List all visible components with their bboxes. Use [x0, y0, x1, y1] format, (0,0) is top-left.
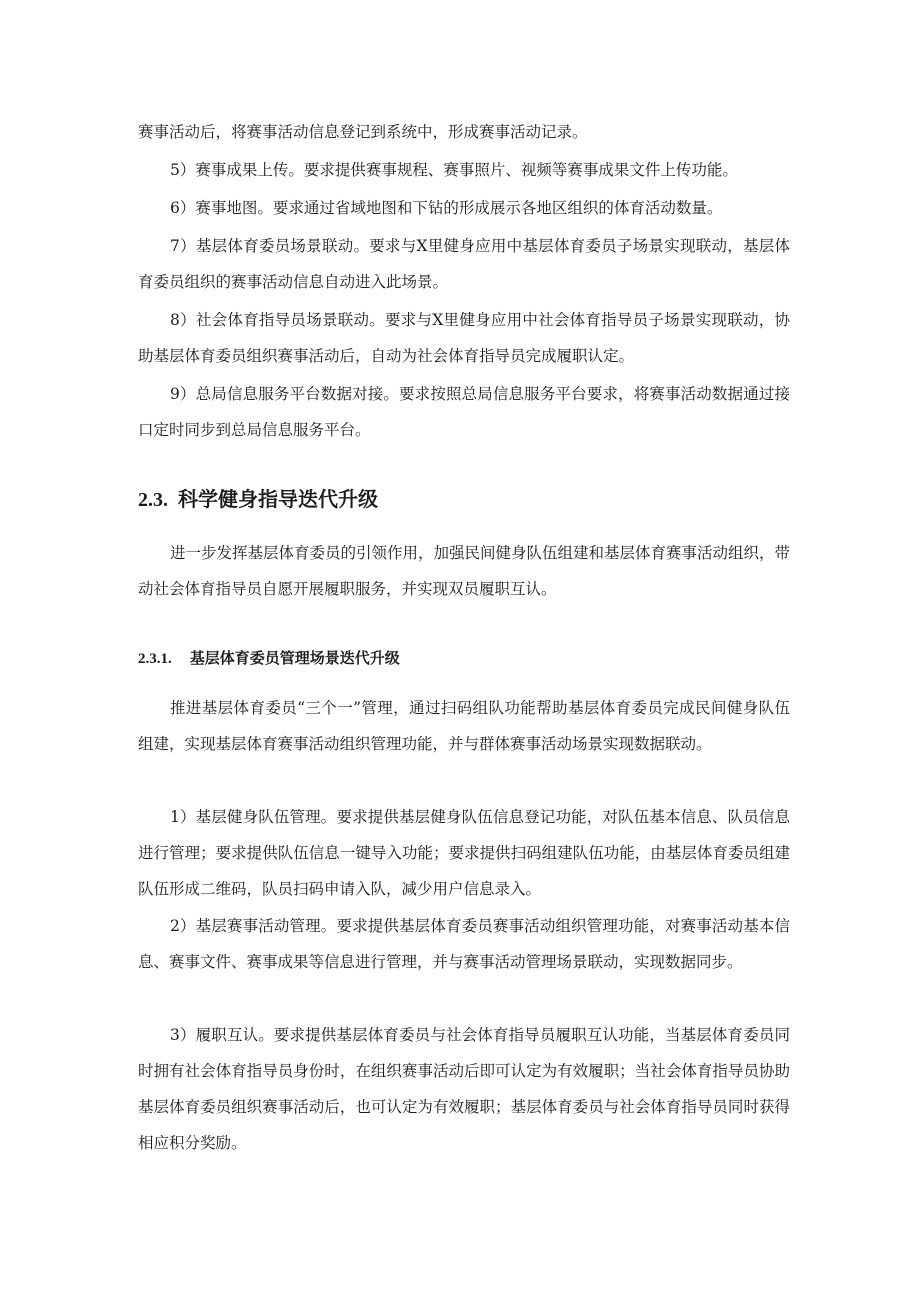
section-title: 科学健身指导迭代升级: [178, 487, 378, 511]
subsection-heading-2-3-1: [138, 645, 790, 672]
subsection-title: 基层体育委员管理场景迭代升级: [189, 649, 400, 667]
list-item-3: 3）履职互认。要求提供基层体育委员与社会体育指导员履职互认功能，当基层体育委员同时拥有社会体育指导员身份时，在组织赛事活动后即可认定为有效履职；当社会体育指导员协助基层体育委员组织赛事活动后，也可认定为有效履职；基层体育委员与社会体育指导员同时获得相应积分奖励。: [138, 1026, 790, 1152]
section-heading-2-3: [138, 484, 790, 515]
list-item-7: 7）基层体育委员场景联动。要求与X里健身应用中基层体育委员子场景实现联动，基层体育委员组织的赛事活动信息自动进入此场景。: [138, 237, 790, 291]
subsection-number: 2.3.1.: [138, 651, 172, 667]
list-item-9: 9）总局信息服务平台数据对接。要求按照总局信息服务平台要求，将赛事活动数据通过接口定时同步到总局信息服务平台。: [138, 385, 790, 439]
subsection-intro-paragraph: 推进基层体育委员“三个一”管理，通过扫码组队功能帮助基层体育委员完成民间健身队伍组建，实现基层体育赛事活动组织管理功能，并与群体赛事活动场景实现数据联动。: [138, 699, 790, 753]
section-number: 2.3.: [138, 489, 168, 511]
list-item-1: 1）基层健身队伍管理。要求提供基层健身队伍信息登记功能，对队伍基本信息、队员信息进行管理；要求提供队伍信息一键导入功能；要求提供扫码组建队伍功能，由基层体育委员组建队伍形成二维码，队员扫码申请入队，减少用户信息录入。: [138, 808, 790, 898]
paragraph-continuation: 赛事活动后，将赛事活动信息登记到系统中，形成赛事活动记录。: [138, 123, 588, 141]
list-item-8: 8）社会体育指导员场景联动。要求与X里健身应用中社会体育指导员子场景实现联动，协助基层体育委员组织赛事活动后，自动为社会体育指导员完成履职认定。: [138, 311, 790, 365]
section-intro-paragraph: 进一步发挥基层体育委员的引领作用，加强民间健身队伍组建和基层体育赛事活动组织，带动社会体育指导员自愿开展履职服务，并实现双员履职互认。: [138, 544, 791, 598]
list-item-5: 5）赛事成果上传。要求提供赛事规程、赛事照片、视频等赛事成果文件上传功能。: [170, 161, 738, 179]
list-item-6: 6）赛事地图。要求通过省域地图和下钻的形成展示各地区组织的体育活动数量。: [170, 199, 723, 217]
list-item-2: 2）基层赛事活动管理。要求提供基层体育委员赛事活动组织管理功能，对赛事活动基本信息、赛事文件、赛事成果等信息进行管理，并与赛事活动管理场景联动，实现数据同步。: [138, 917, 790, 971]
